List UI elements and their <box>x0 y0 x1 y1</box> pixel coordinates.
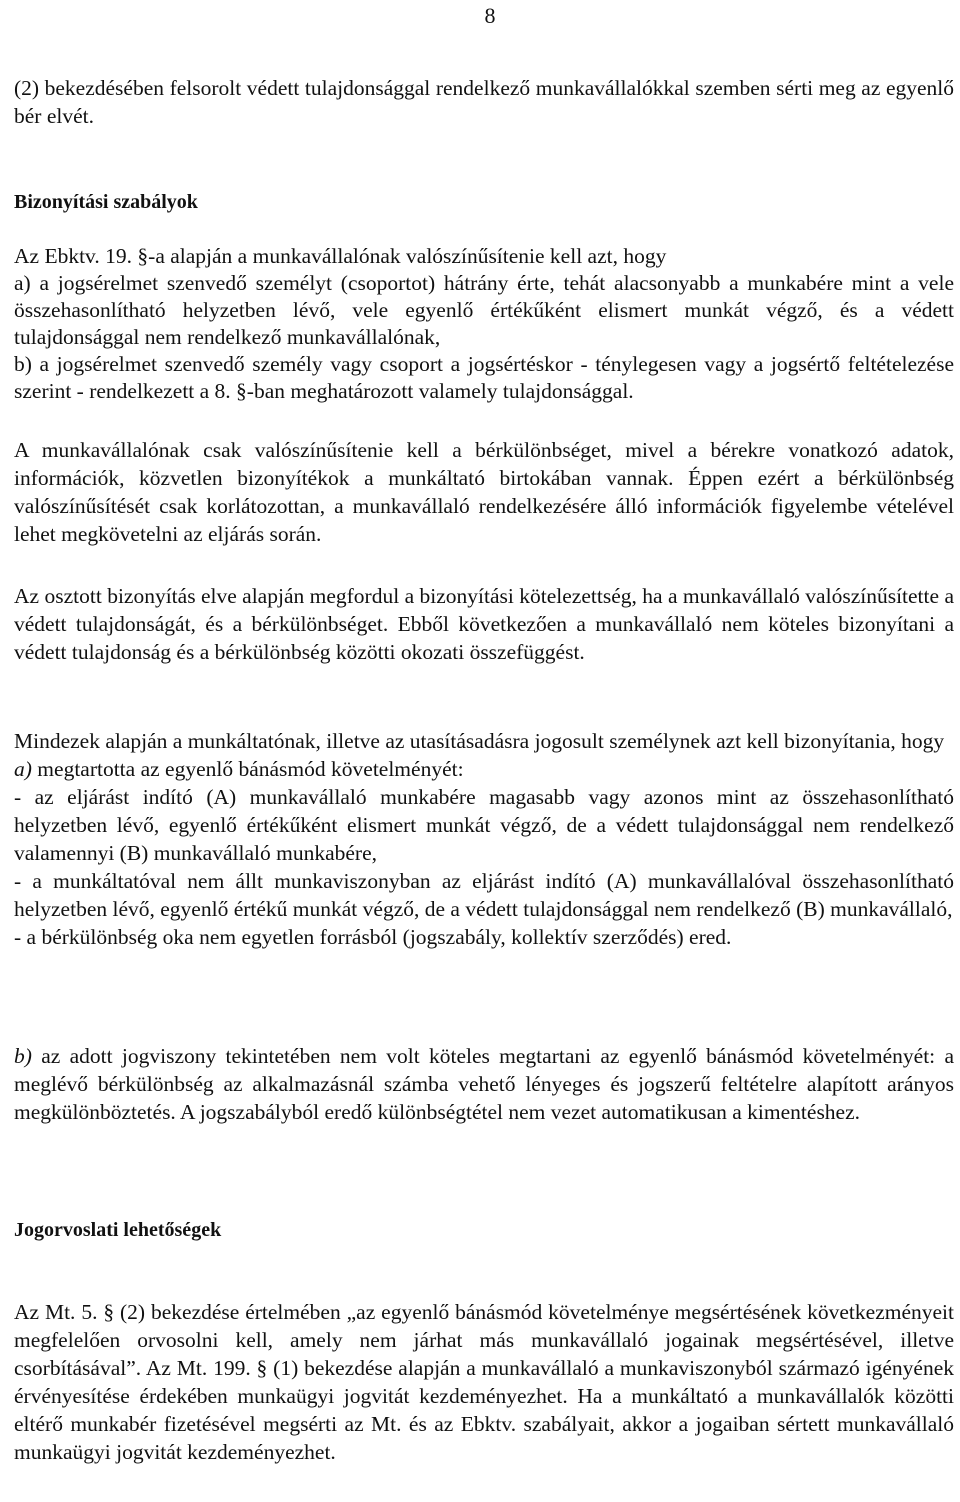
page-number: 8 <box>484 3 496 28</box>
ebktv-item-b: b) a jogsérelmet szenvedő személy vagy csoport a jogsértéskor - ténylegesen vagy a jogsértő feltételezése szerint - rendelkezett a 8. §-ban meghatározott valamely tulajdonsággal. <box>14 352 954 403</box>
ebktv-intro-line: Az Ebktv. 19. §-a alapján a munkavállalónak valószínűsítenie kell azt, hogy <box>14 244 667 268</box>
heading-evidence-rules: Bizonyítási szabályok <box>14 191 198 213</box>
employer-proof-block <box>14 727 954 951</box>
employer-dash-1: - az eljárást indító (A) munkavállaló munkabére magasabb vagy azonos mint az összehasonlítható helyzetben lévő, egyenlő értékűként elismert munkát végző, de a védett tulajdonsággal nem rendelkező valamennyi (B) munkavállaló munkabére, <box>14 785 954 865</box>
item-a-label: a) <box>14 757 32 781</box>
paragraph-intro: (2) bekezdésében felsorolt védett tulajdonsággal rendelkező munkavállalókkal szemben sérti meg az egyenlő bér elvét. <box>14 76 954 128</box>
ebktv-item-a: a) a jogsérelmet szenvedő személyt (csoportot) hátrány érte, tehát alacsonyabb a munkabére mint a vele összehasonlítható helyzetben lévő, vele egyenlő értékűként elismert munkát végző, és a védett tulajdonsággal nem rendelkező munkavállalónak, <box>14 271 954 349</box>
heading-remedies: Jogorvoslati lehetőségek <box>14 1219 222 1241</box>
paragraph-shared-burden: Az osztott bizonyítás elve alapján megfordul a bizonyítási kötelezettség, ha a munkavállaló valószínűsítette a védett tulajdonságát, és a bérkülönbséget. Ebből következően a munkavállaló nem köteles bizonyítani a védett tulajdonság és a bérkülönbség közötti okozati összefüggést. <box>14 584 954 664</box>
paragraph-mt: Az Mt. 5. § (2) bekezdése értelmében „az egyenlő bánásmód követelménye megsértésének következményeit megfelelően orvosolni kell, amely nem járhat más munkavállaló jogainak megsértésével, illetve csorbításával”. Az Mt. 199. § (1) bekezdése alapján a munkavállaló a munkaviszonyból származó igényének érvényesítése érdekében munkaügyi jogvitát kezdeményezhet. Ha a munkáltató a munkavállalók közötti eltérő munkabér fizetésével megsérti az Mt. és az Ebktv. szabályait, akkor a jogaiban sértett munkavállaló munkaügyi jogvitát kezdeményezhet. <box>14 1300 954 1464</box>
employer-dash-2: - a munkáltatóval nem állt munkaviszonyban az eljárást indító (A) munkavállalóval összehasonlítható helyzetben lévő, egyenlő értékű munkát végző, de a védett tulajdonsággal nem rendelkező (B) munkavállaló, <box>14 869 954 921</box>
paragraph-b-text: az adott jogviszony tekintetében nem volt köteles megtartani az egyenlő bánásmód követelményét: a meglévő bérkülönbség az alkalmazásnál számba vehető lényeges és jogszerű feltételre alapított arányos megkülönböztetés. A jogszabályból eredő különbségtétel nem vezet automatikusan a kimentéshez. <box>14 1044 954 1124</box>
paragraph-b-label: b) <box>14 1044 32 1068</box>
paragraph-probability: A munkavállalónak csak valószínűsítenie kell a bérkülönbséget, mivel a bérekre vonatkozó adatok, információk, közvetlen bizonyítékok a munkáltató birtokában vannak. Éppen ezért a bérkülönbség valószínűsítését csak korlátozottan, a munkavállaló rendelkezésére álló információk figyelembe vételével lehet megkövetelni az eljárás során. <box>14 438 954 546</box>
item-a-text: megtartotta az egyenlő bánásmód követelményét: <box>31 757 464 781</box>
ebktv-block <box>14 243 954 405</box>
employer-item-a <box>14 755 954 783</box>
paragraph-b <box>14 1042 954 1126</box>
employer-dash-3: - a bérkülönbség oka nem egyetlen forrásból (jogszabály, kollektív szerződés) ered. <box>14 925 732 949</box>
employer-intro: Mindezek alapján a munkáltatónak, illetve az utasításadásra jogosult személynek azt kell bizonyítania, hogy <box>14 729 945 753</box>
